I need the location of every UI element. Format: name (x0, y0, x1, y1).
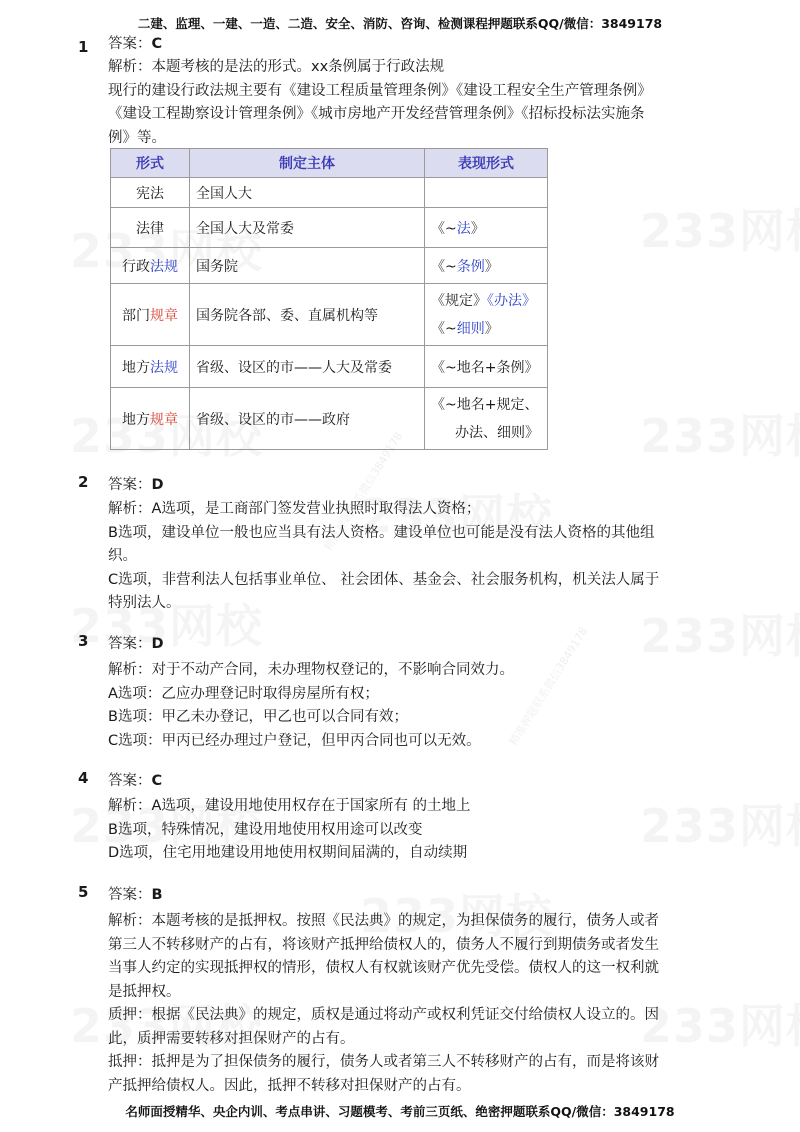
explanation-line: 解析：本题考核的是抵押权。按照《民法典》的规定，为担保债务的履行，债务人或者 (108, 913, 659, 929)
table-cell: 省级、设区的市——人大及常委 (190, 346, 425, 388)
explanation-line: 产抵押给债权人。因此，抵押不转移对担保财产的占有。 (108, 1077, 471, 1094)
explanation-line: 织。 (108, 548, 137, 564)
table-cell: 全国人大及常委 (190, 208, 425, 248)
explanation-line: 特别法人。 (108, 595, 181, 611)
answer-value: D (151, 636, 164, 652)
page-footer: 名师面授精华、央企内训、考点串讲、习题模考、考前三页纸、绝密押题联系QQ/微信：3849178 (125, 1104, 675, 1119)
answer-label: 答案： (108, 887, 152, 903)
explanation-line: B选项，建设单位一般也应当具有法人资格。建设单位也可能是没有法人资格的其他组 (108, 524, 655, 541)
answer-label: 答案： (108, 477, 152, 493)
table-cell: 《~地名+规定、 办法、细则》 (425, 388, 548, 450)
table-cell: 行政法规 (111, 248, 190, 284)
table-cell: 《~条例》 (425, 248, 548, 284)
explanation (108, 910, 728, 1098)
table-cell: 国务院 (190, 248, 425, 284)
explanation-line: 解析：对于不动产合同，未办理物权登记的，不影响合同效力。 (108, 662, 514, 678)
explanation-line: 质押：根据《民法典》的规定，质权是通过将动产或权利凭证交付给债权人设立的。因 (108, 1007, 659, 1023)
question-number: 3 (78, 632, 89, 650)
watermark-contact: 精准押题联系微信3849178 (506, 624, 591, 748)
column-header: 表现形式 (425, 149, 548, 178)
explanation-line: 抵押：抵押是为了担保债务的履行，债务人或者第三人不转移财产的占有，而是将该财 (108, 1054, 659, 1070)
explanation-line: C选项，非营利法人包括事业单位、 社会团体、基金会、社会服务机构，机关法人属于 (108, 571, 660, 588)
table-row (111, 284, 548, 346)
explanation (108, 498, 728, 616)
table-cell: 省级、设区的市——政府 (190, 388, 425, 450)
explanation-line: 例》等。 (108, 129, 166, 146)
table-cell: 《~地名+条例》 (425, 346, 548, 388)
table-cell: 地方规章 (111, 388, 190, 450)
answer-label: 答案： (108, 773, 152, 789)
table-cell: 地方法规 (111, 346, 190, 388)
explanation-line: 《建设工程勘察设计管理条例》《城市房地产开发经营管理条例》《招标投标法实施条 (108, 106, 645, 122)
table-cell: 全国人大 (190, 178, 425, 208)
explanation-line: C选项：甲丙已经办理过户登记，但甲丙合同也可以无效。 (108, 732, 481, 749)
answer-value: B (151, 887, 163, 903)
answer (108, 473, 164, 494)
answer (108, 769, 162, 790)
explanation-line: 此，质押需要转移对担保财产的占有。 (108, 1030, 355, 1047)
watermark-contact: 精准押题联系微信3849178 (321, 429, 406, 553)
table-cell: 国务院各部、委、直属机构等 (190, 284, 425, 346)
table-row (111, 208, 548, 248)
answer-value: D (151, 477, 164, 493)
explanation-line: 解析：A选项，建设用地使用权存在于国家所有 的土地上 (108, 798, 471, 814)
answer-label: 答案： (108, 36, 152, 52)
explanation-line: 解析：A选项，是工商部门签发营业执照时取得法人资格； (108, 501, 481, 517)
explanation-line: 现行的建设行政法规主要有《建设工程质量管理条例》《建设工程安全生产管理条例》 (108, 82, 652, 99)
table-row (111, 388, 548, 450)
explanation-line: D选项，住宅用地建设用地使用权期间届满的，自动续期 (108, 845, 468, 861)
answer-value: C (151, 773, 163, 789)
explanation-line: A选项：乙应办理登记时取得房屋所有权； (108, 685, 379, 702)
question-number: 4 (78, 769, 89, 787)
answer-label: 答案： (108, 636, 152, 652)
explanation (108, 795, 728, 866)
page-header: 二建、监理、一建、一造、二造、安全、消防、咨询、检测课程押题联系QQ/微信：3849178 (137, 16, 663, 31)
answer (108, 632, 164, 653)
watermark-logo (640, 195, 800, 261)
table-row (111, 346, 548, 388)
explanation-line: 当事人约定的实现抵押权的情形，债权人有权就该财产优先受偿。债权人的这一权利就 (108, 960, 659, 976)
answer-value: C (151, 36, 163, 52)
table-cell: 法律 (111, 208, 190, 248)
question-number: 5 (78, 883, 89, 901)
question-number: 2 (78, 473, 89, 491)
answer (108, 32, 162, 53)
column-header: 形式 (111, 149, 190, 178)
explanation-line: B选项，特殊情况，建设用地使用权用途可以改变 (108, 821, 423, 838)
explanation (108, 659, 728, 753)
column-header: 制定主体 (190, 149, 425, 178)
table-row (111, 248, 548, 284)
table-cell (425, 178, 548, 208)
table-cell: 宪法 (111, 178, 190, 208)
law-forms-table (110, 148, 548, 450)
question-number: 1 (78, 38, 89, 56)
explanation-line: 解析：本题考核的是法的形式。xx条例属于行政法规 (108, 59, 445, 75)
table-cell: 部门规章 (111, 284, 190, 346)
answer (108, 883, 163, 904)
table-cell: 《规定》《办法》 《~细则》 (425, 284, 548, 346)
watermark-logo (640, 400, 800, 466)
explanation-line: 是抵押权。 (108, 983, 181, 1000)
explanation (108, 56, 728, 150)
table-header-row (111, 149, 548, 178)
table-row (111, 178, 548, 208)
explanation-line: 第三人不转移财产的占有，将该财产抵押给债权人的，债务人不履行到期债务或者发生 (108, 936, 659, 953)
table-cell: 《~法》 (425, 208, 548, 248)
explanation-line: B选项：甲乙未办登记，甲乙也可以合同有效； (108, 709, 408, 725)
